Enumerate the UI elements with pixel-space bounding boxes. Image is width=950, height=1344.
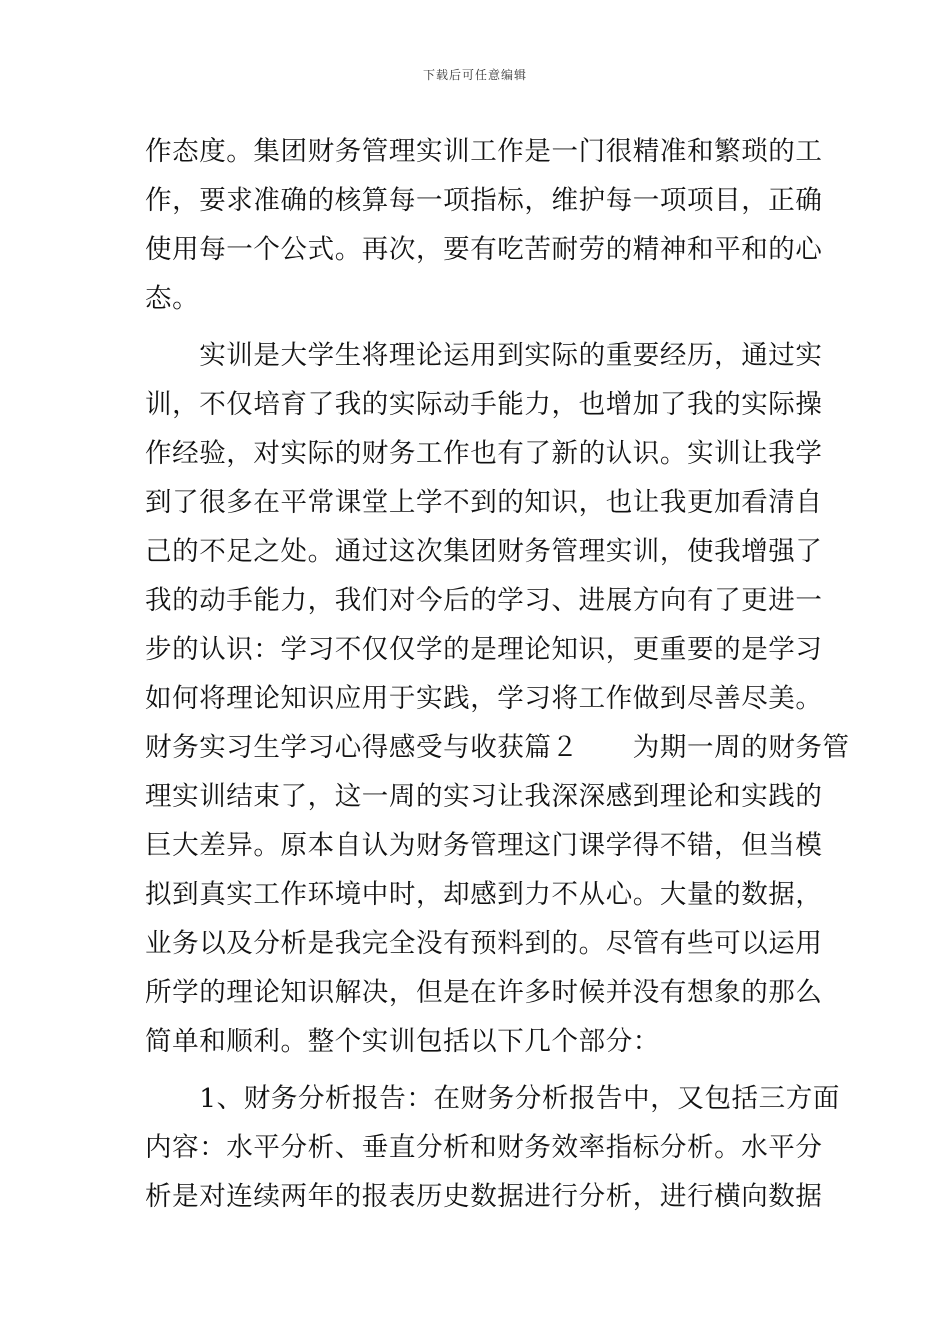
text-line: 态。 <box>145 283 200 314</box>
text-line: 析是对连续两年的报表历史数据进行分析，进行横向数据 <box>145 1181 823 1212</box>
text-line: 己的不足之处。通过这次集团财务管理实训，使我增强了 <box>145 536 823 567</box>
text-line: 使用每一个公式。再次，要有吃苦耐劳的精神和平和的心 <box>145 234 823 265</box>
text-line: 作经验，对实际的财务工作也有了新的认识。实训让我学 <box>145 438 823 469</box>
text-line: 1、财务分析报告：在财务分析报告中，又包括三方面 <box>145 1083 840 1114</box>
text-line: 我的动手能力，我们对今后的学习、进展方向有了更进一 <box>145 585 823 616</box>
text-line: 简单和顺利。整个实训包括以下几个部分： <box>145 1026 660 1057</box>
text-line: 理实训结束了，这一周的实习让我深深感到理论和实践的 <box>145 781 823 812</box>
text-line: 拟到真实工作环境中时，却感到力不从心。大量的数据， <box>145 879 823 910</box>
header-note: 下载后可任意编辑 <box>422 68 527 82</box>
text-line: 作，要求准确的核算每一项指标，维护每一项项目，正确 <box>145 185 823 216</box>
text-line: 巨大差异。原本自认为财务管理这门课学得不错，但当模 <box>145 830 823 861</box>
text-line: 所学的理论知识解决，但是在许多时候并没有想象的那么 <box>145 977 823 1008</box>
text-line: 步的认识：学习不仅仅学的是理论知识，更重要的是学习 <box>145 634 823 665</box>
text-line: 业务以及分析是我完全没有预料到的。尽管有些可以运用 <box>145 928 823 959</box>
text-line: 内容：水平分析、垂直分析和财务效率指标分析。水平分 <box>145 1132 823 1163</box>
text-line: 实训是大学生将理论运用到实际的重要经历，通过实 <box>145 340 823 371</box>
text-line: 到了很多在平常课堂上学不到的知识，也让我更加看清自 <box>145 487 823 518</box>
text-line: 如何将理论知识应用于实践，学习将工作做到尽善尽美。 <box>145 683 823 714</box>
document-body <box>145 127 850 1221</box>
section-heading-line: 财务实习生学习心得感受与收获篇２ 为期一周的财务管 <box>145 732 850 763</box>
text-line: 训，不仅培育了我的实际动手能力，也增加了我的实际操 <box>145 389 823 420</box>
text-line: 作态度。集团财务管理实训工作是一门很精准和繁琐的工 <box>145 136 823 167</box>
